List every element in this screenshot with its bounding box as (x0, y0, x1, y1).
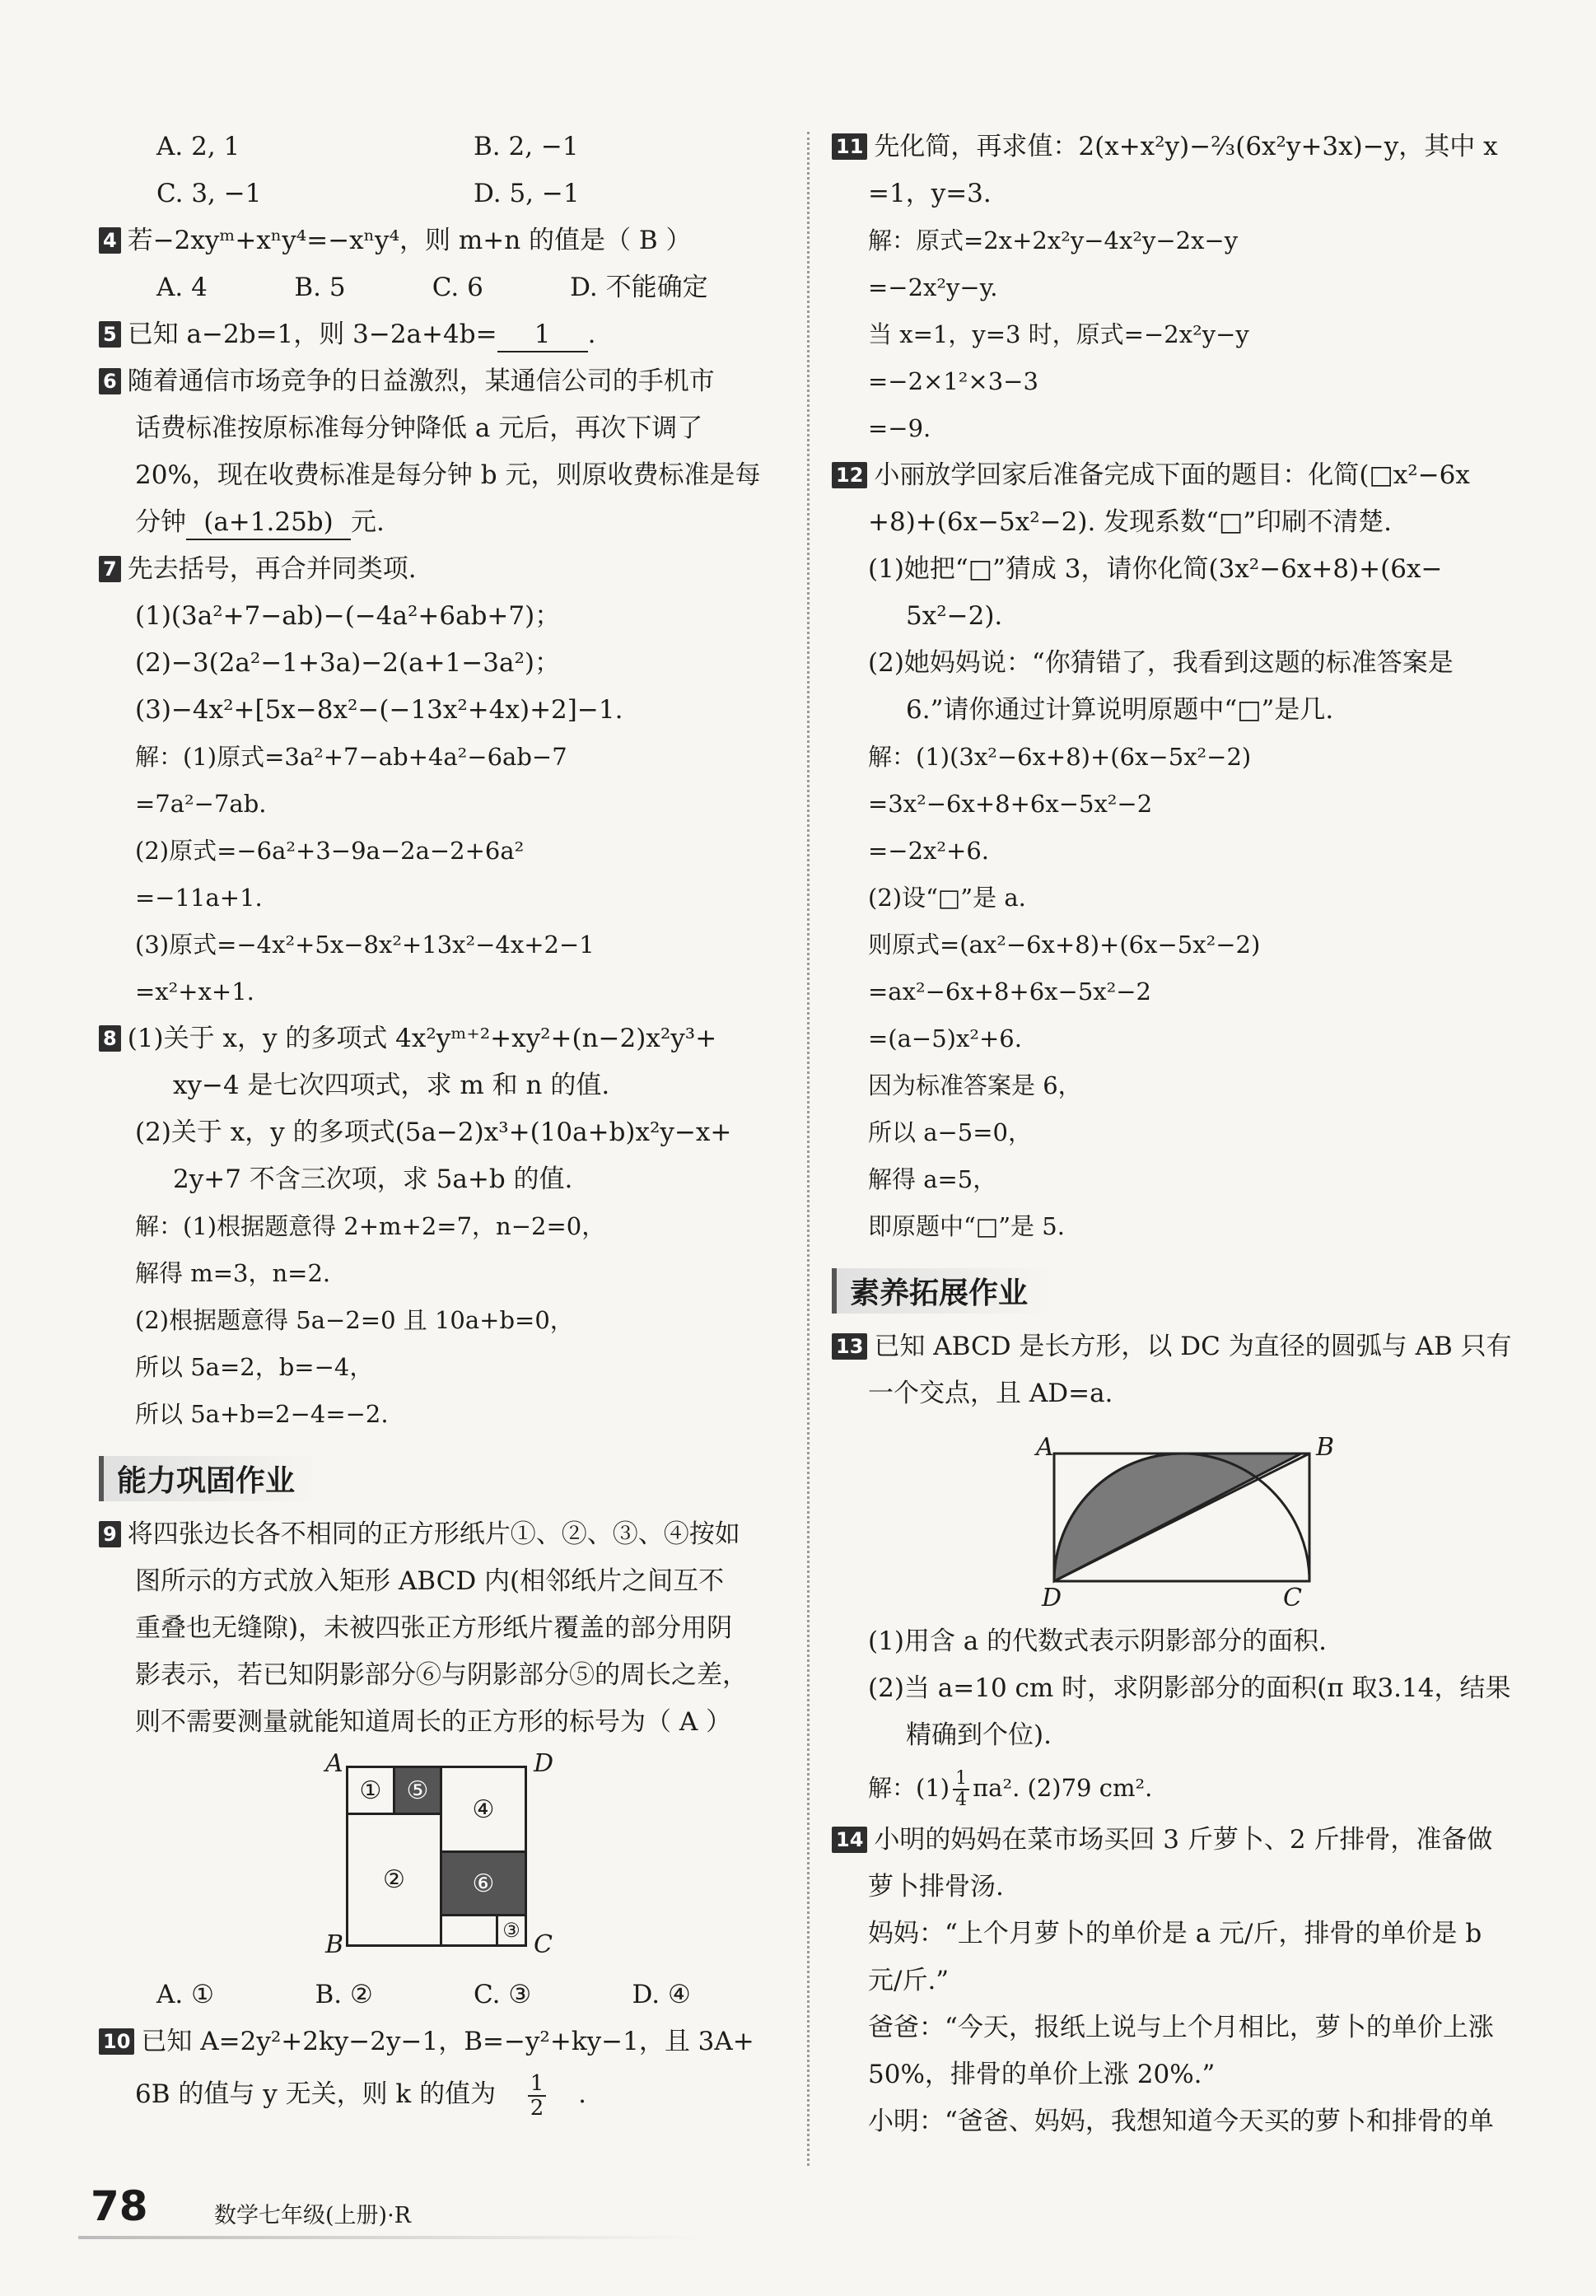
question-text: 分钟 (135, 507, 186, 537)
shaded-region-5: ⑤ (393, 1766, 442, 1815)
question-text: 6B 的值与 y 无关，则 k 的值为 (135, 2079, 497, 2109)
question-item: (1)她把“□”猜成 3，请你化简(3x²−6x+8)+(6x− (868, 554, 1443, 584)
question-13 (832, 1323, 1524, 1370)
arc-diagram (832, 1429, 1524, 1610)
vertex-label: C (1283, 1584, 1302, 1612)
option[interactable]: D. 不能确定 (570, 273, 708, 302)
answer-blank: (a+1.25b) (186, 506, 351, 540)
solution-text: πa². (2)79 cm². (973, 1774, 1153, 1802)
option[interactable]: B. 2, −1 (474, 132, 579, 161)
question-text: 已知 A=2y²+2ky−2y−1，B=−y²+ky−1，且 3A+ (141, 2027, 754, 2056)
question-text: (1)关于 x，y 的多项式 4x²yᵐ⁺²+xy²+(n−2)x²y³+ (127, 1024, 717, 1053)
question-text: =1，y=3. (868, 179, 992, 208)
solution-line (832, 1759, 1524, 1817)
question-text: 则不需要测量就能知道周长的正方形的标号为（ A ） (135, 1707, 732, 1737)
question-number: 13 (832, 1333, 867, 1360)
dialog-line: 小明：“爸爸、妈妈，我想知道今天买的萝卜和排骨的单 (868, 2107, 1494, 2136)
question-text: 元. (351, 507, 385, 537)
answer-blank (496, 2072, 578, 2120)
question-number: 8 (99, 1025, 121, 1052)
question-number: 11 (832, 133, 867, 160)
option[interactable]: D. ④ (632, 1980, 691, 2009)
option[interactable]: C. ③ (474, 1980, 532, 2009)
dialog-line: 元/斤.” (868, 1966, 950, 1995)
question-text: 重叠也无缝隙)，未被四张正方形纸片覆盖的部分用阴 (135, 1613, 733, 1643)
question-item: (2)她妈妈说：“你猜错了，我看到这题的标准答案是 (868, 648, 1454, 678)
question-11 (832, 124, 1524, 170)
vertex-label: B (325, 1930, 344, 1959)
question-text: (2)关于 x，y 的多项式(5a−2)x³+(10a+b)x²y−x+ (135, 1118, 732, 1147)
question-4 (99, 217, 791, 264)
solution-line: (2)设“□”是 a. (868, 884, 1026, 912)
question-item: (2)当 a=10 cm 时，求阴影部分的面积(π 取3.14，结果 (868, 1673, 1511, 1703)
question-12 (832, 452, 1524, 499)
option[interactable]: A. 4 (156, 273, 208, 302)
solution-text: 解：(1) (868, 1774, 950, 1802)
solution-line: (2)根据题意得 5a−2=0 且 10a+b=0， (135, 1306, 574, 1334)
dialog-line: 妈妈：“上个月萝卜的单价是 a 元/斤，排骨的单价是 b (868, 1919, 1482, 1948)
question-number: 9 (99, 1521, 121, 1547)
question-item: (3)−4x²+[5x−8x²−(−13x²+4x)+2]−1. (135, 695, 623, 725)
solution-line: 所以 5a=2，b=−4， (135, 1353, 374, 1381)
question-text: 萝卜排骨汤. (868, 1872, 1004, 1902)
question-text: 小明的妈妈在菜市场买回 3 斤萝卜、2 斤排骨，准备做 (874, 1825, 1493, 1855)
solution-line: 解得 m=3，n=2. (135, 1259, 331, 1287)
square-2: ② (346, 1813, 442, 1947)
squares-figure (99, 1749, 791, 1963)
question-number: 4 (99, 227, 121, 254)
square-1: ① (346, 1766, 395, 1815)
solution-line: 则原式=(ax²−6x+8)+(6x−5x²−2) (868, 931, 1261, 959)
question-text: 20%，现在收费标准是每分钟 b 元，则原收费标准是每 (135, 460, 761, 490)
question-text: 先化简，再求值：2(x+x²y)−⅔(6x²y+3x)−y，其中 x (874, 132, 1498, 161)
solution-line: =x²+x+1. (135, 978, 254, 1006)
question-text: 随着通信市场竞争的日益激烈，某通信公司的手机市 (127, 366, 715, 396)
vertex-label: A (325, 1749, 343, 1778)
option[interactable]: C. 3, −1 (156, 179, 262, 208)
question-item: 6.”请你通过计算说明原题中“□”是几. (906, 695, 1334, 725)
solution-line: =−11a+1. (135, 884, 263, 912)
question-text: xy−4 是七次四项式，求 m 和 n 的值. (173, 1071, 610, 1100)
question-item: (2)−3(2a²−1+3a)−2(a+1−3a²)； (135, 648, 560, 678)
dialog-line: 50%，排骨的单价上涨 20%.” (868, 2060, 1216, 2089)
q3-options (99, 124, 791, 170)
solution-line: 所以 a−5=0， (868, 1118, 1033, 1146)
question-text: 已知 ABCD 是长方形，以 DC 为直径的圆弧与 AB 只有 (874, 1332, 1512, 1361)
solution-line: =−2×1²×3−3 (868, 367, 1038, 395)
square-4: ④ (440, 1766, 527, 1853)
footer-rule (78, 2236, 704, 2239)
solution-line: 因为标准答案是 6， (868, 1071, 1082, 1099)
fraction-denominator: 4 (955, 1790, 968, 1810)
question-6 (99, 358, 791, 405)
question-text: 话费标准按原标准每分钟降低 a 元后，再次下调了 (135, 413, 703, 443)
answer-blank: 1 (497, 318, 588, 352)
fraction-numerator: 1 (953, 1769, 969, 1790)
square-3: ③ (496, 1914, 527, 1947)
vertex-label: D (1042, 1584, 1062, 1612)
question-text: . (578, 2079, 586, 2109)
question-item: (1)(3a²+7−ab)−(−4a²+6ab+7)； (135, 601, 561, 631)
question-text: +8)+(6x−5x²−2). 发现系数“□”印刷不清楚. (868, 507, 1393, 537)
question-item: 精确到个位). (906, 1720, 1052, 1750)
question-text: 小丽放学回家后准备完成下面的题目：化简(□x²−6x (874, 460, 1470, 490)
question-text: 图所示的方式放入矩形 ABCD 内(相邻纸片之间互不 (135, 1566, 725, 1596)
option[interactable]: C. 6 (432, 273, 483, 302)
question-text: . (587, 320, 596, 349)
option[interactable]: D. 5, −1 (474, 179, 580, 208)
question-text (99, 2065, 791, 2123)
solution-line: 当 x=1，y=3 时，原式=−2x²y−y (868, 320, 1249, 348)
vertex-label: C (534, 1930, 553, 1959)
solution-line: =−2x²y−y. (868, 273, 998, 301)
question-14 (832, 1817, 1524, 1864)
q3-options-2 (99, 170, 791, 217)
vertex-label: A (1036, 1433, 1054, 1462)
question-text: 已知 a−2b=1，则 3−2a+4b= (127, 320, 497, 349)
solution-line: 解：(1)原式=3a²+7−ab+4a²−6ab−7 (135, 743, 567, 771)
question-text: 若−2xyᵐ+xⁿy⁴=−xⁿy⁴，则 m+n 的值是（ B ） (127, 226, 692, 255)
vertex-label: B (1316, 1433, 1335, 1462)
left-column (99, 124, 791, 2123)
solution-line: 所以 5a+b=2−4=−2. (135, 1400, 389, 1428)
question-number: 7 (99, 556, 121, 582)
solution-line: 解：原式=2x+2x²y−4x²y−2x−y (868, 226, 1239, 254)
page-number: 78 (91, 2182, 148, 2230)
solution-line: =ax²−6x+8+6x−5x²−2 (868, 978, 1152, 1006)
fraction-denominator: 2 (530, 2095, 544, 2121)
option[interactable]: B. ② (315, 1980, 373, 2009)
question-7 (99, 546, 791, 593)
question-8 (99, 1015, 791, 1062)
question-item: (1)用含 a 的代数式表示阴影部分的面积. (868, 1626, 1327, 1656)
question-number: 10 (99, 2028, 134, 2055)
question-text: 影表示，若已知阴影部分⑥与阴影部分⑤的周长之差， (135, 1660, 748, 1690)
option[interactable]: A. 2, 1 (156, 132, 240, 161)
option[interactable]: A. ① (156, 1980, 214, 2009)
solution-line: =−9. (868, 414, 931, 442)
solution-line: =(a−5)x²+6. (868, 1024, 1022, 1052)
right-column (832, 124, 1524, 2145)
q4-options (99, 264, 791, 311)
vertex-label: D (534, 1749, 554, 1778)
solution-line: =7a²−7ab. (135, 790, 267, 818)
solution-line: =−2x²+6. (868, 837, 989, 865)
shaded-region-6: ⑥ (440, 1850, 527, 1916)
fraction-numerator: 1 (528, 2072, 547, 2097)
question-number: 14 (832, 1827, 867, 1853)
question-text: 先去括号，再合并同类项. (127, 554, 417, 584)
question-text: 一个交点，且 AD=a. (868, 1379, 1113, 1408)
q9-options (99, 1972, 791, 2018)
solution-line: (2)原式=−6a²+3−9a−2a−2+6a² (135, 837, 525, 865)
question-number: 12 (832, 462, 867, 488)
question-5 (99, 311, 791, 358)
book-title: 数学七年级(上册)·R (214, 2203, 411, 2228)
question-text: 将四张边长各不相同的正方形纸片①、②、③、④按如 (127, 1519, 740, 1549)
rectangle-arc-figure (832, 1429, 1524, 1610)
section-heading: 能力巩固作业 (99, 1456, 320, 1501)
question-number: 5 (99, 321, 121, 348)
solution-line: 即原题中“□”是 5. (868, 1212, 1065, 1240)
solution-line: (3)原式=−4x²+5x−8x²+13x²−4x+2−1 (135, 931, 595, 959)
solution-line: 解得 a=5， (868, 1165, 997, 1193)
option[interactable]: B. 5 (294, 273, 346, 302)
question-item: 5x²−2). (906, 601, 1003, 631)
question-text (99, 499, 791, 546)
question-text: 2y+7 不含三次项，求 5a+b 的值. (173, 1164, 573, 1194)
column-divider (807, 132, 810, 2166)
question-9 (99, 1511, 791, 1558)
dialog-line: 爸爸：“今天，报纸上说与上个月相比，萝卜的单价上涨 (868, 2013, 1494, 2042)
solution-line: =3x²−6x+8+6x−5x²−2 (868, 790, 1153, 818)
solution-line: 解：(1)根据题意得 2+m+2=7，n−2=0， (135, 1212, 606, 1240)
solution-line: 解：(1)(3x²−6x+8)+(6x−5x²−2) (868, 743, 1252, 771)
question-number: 6 (99, 368, 121, 394)
question-10 (99, 2018, 791, 2065)
section-heading: 素养拓展作业 (832, 1268, 1052, 1314)
